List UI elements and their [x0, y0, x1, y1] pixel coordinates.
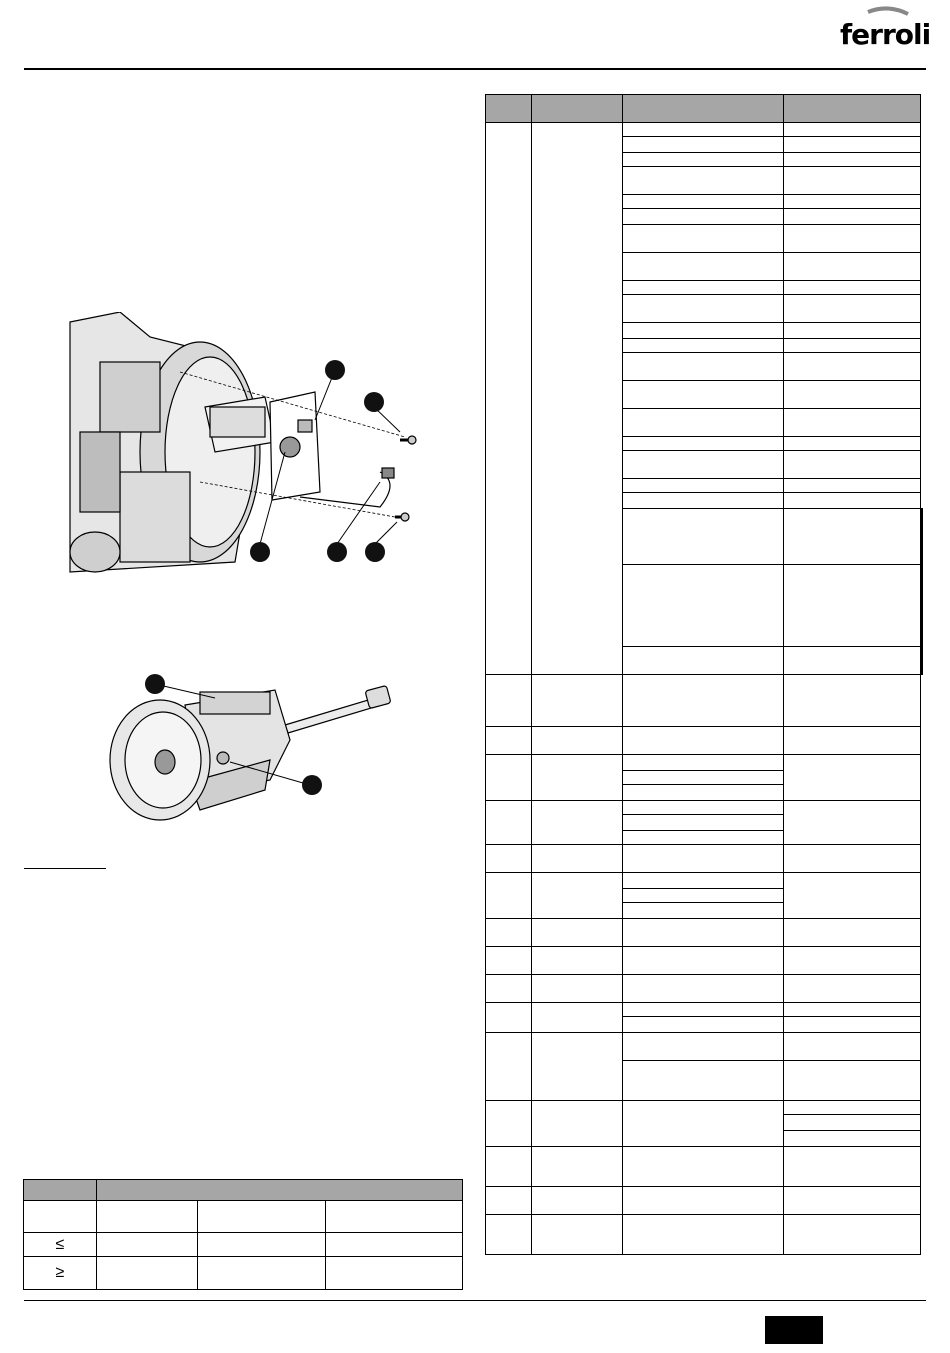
greater-equal-symbol: ≥: [24, 1257, 97, 1290]
ferroli-logo-mark: [838, 6, 930, 50]
small-data-table: [23, 1179, 463, 1290]
fault-table: [485, 94, 923, 1255]
page-number-box: [765, 1316, 823, 1344]
table-row: [486, 801, 923, 815]
table-row: [24, 1201, 463, 1233]
table-row: [24, 1233, 463, 1257]
table-row: [486, 1147, 923, 1187]
table-row: [486, 1215, 923, 1255]
svg-text:ferroli: ferroli: [840, 18, 930, 50]
header-rule: [24, 68, 926, 70]
header-cell: [96, 1180, 462, 1201]
footnote-rule: [24, 868, 106, 869]
table-row: [486, 755, 923, 771]
table-row: [486, 1003, 923, 1017]
burner-head-figure: [105, 670, 395, 825]
table-row: [486, 727, 923, 755]
table-row: [486, 975, 923, 1003]
table-row: [24, 1257, 463, 1290]
table-row: [486, 123, 923, 137]
footer-rule: [24, 1300, 926, 1301]
burner-exploded-figure: [60, 312, 430, 578]
less-equal-symbol: ≤: [24, 1233, 97, 1257]
table-header-row: [486, 95, 923, 123]
table-row: [486, 1033, 923, 1061]
table-row: [486, 873, 923, 889]
header-cell: [24, 1180, 97, 1201]
table-row: [486, 947, 923, 975]
table-row: [486, 1187, 923, 1215]
ferroli-logo: [838, 6, 930, 50]
table-row: [486, 919, 923, 947]
table-header-row: [24, 1180, 463, 1201]
table-row: [486, 675, 923, 727]
table-row: [486, 1101, 923, 1115]
table-row: [486, 845, 923, 873]
